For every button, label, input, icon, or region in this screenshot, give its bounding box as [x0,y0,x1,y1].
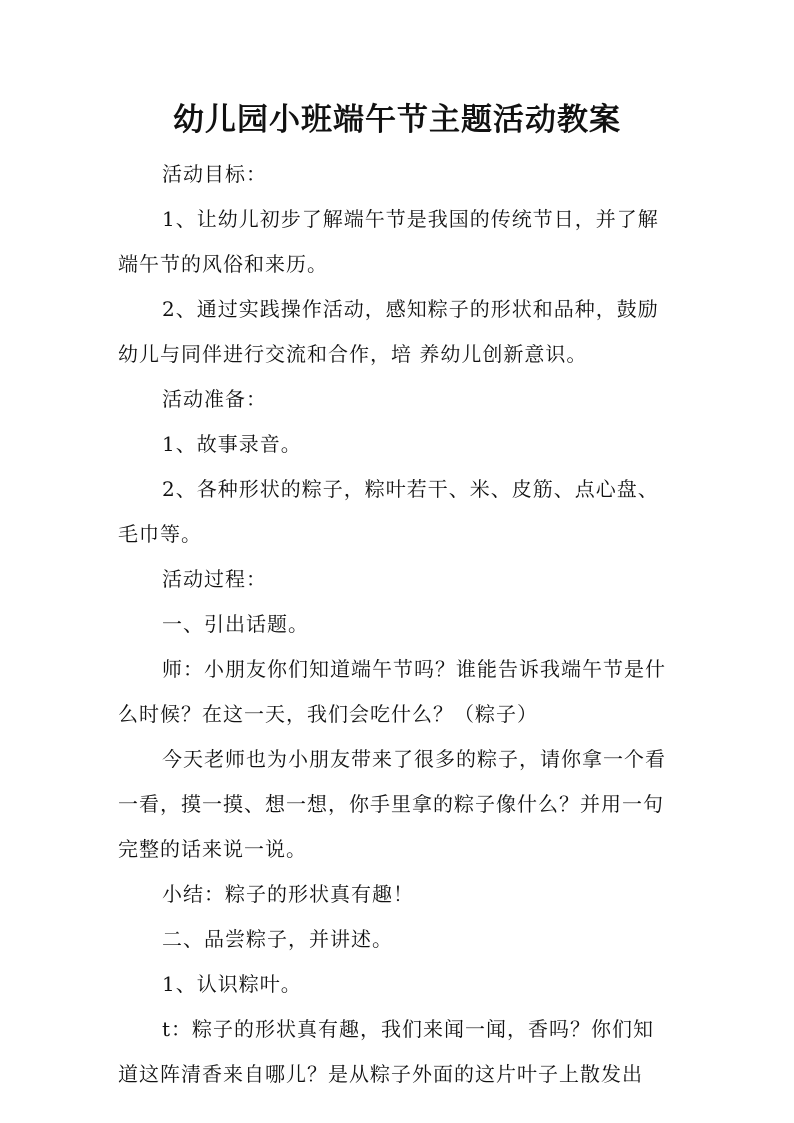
paragraph-line: 么时候？在这一天，我们会吃什么？（粽子） [118,702,538,726]
paragraph-line: 毛巾等。 [118,522,202,546]
paragraph-line: 一、引出话题。 [162,612,309,636]
paragraph-line: 活动目标： [162,162,267,186]
paragraph-line: t：粽子的形状真有趣，我们来闻一闻，香吗？你们知 [162,1017,655,1041]
paragraph-line: 2、通过实践操作活动，感知粽子的形状和品种，鼓励 [162,297,659,321]
paragraph-line: 活动准备： [162,387,267,411]
paragraph-line: 1、让幼儿初步了解端午节是我国的传统节日，并了解 [162,207,659,231]
paragraph-line: 1、认识粽叶。 [162,972,302,996]
paragraph-line: 二、品尝粽子，并讲述。 [162,927,393,951]
document-title: 幼儿园小班端午节主题活动教案 [173,102,621,138]
paragraph-line: 完整的话来说一说。 [118,837,307,861]
paragraph-line: 小结：粽子的形状真有趣！ [162,882,414,906]
paragraph-line: 活动过程： [162,567,267,591]
paragraph-line: 1、故事录音。 [162,432,302,456]
paragraph-line: 幼儿与同伴进行交流和合作，培 养幼儿创新意识。 [118,342,588,366]
paragraph-line: 今天老师也为小朋友带来了很多的粽子，请你拿一个看 [162,747,666,771]
paragraph-line: 端午节的风俗和来历。 [118,252,328,276]
paragraph-line: 2、各种形状的粽子，粽叶若干、米、皮筋、点心盘、 [162,477,659,501]
paragraph-line: 一看，摸一摸、想一想，你手里拿的粽子像什么？并用一句 [118,792,664,816]
paragraph-line: 道这阵清香来自哪儿？是从粽子外面的这片叶子上散发出 [118,1062,643,1086]
document-body [118,152,678,1097]
paragraph-line: 师：小朋友你们知道端午节吗？谁能告诉我端午节是什 [162,657,666,681]
